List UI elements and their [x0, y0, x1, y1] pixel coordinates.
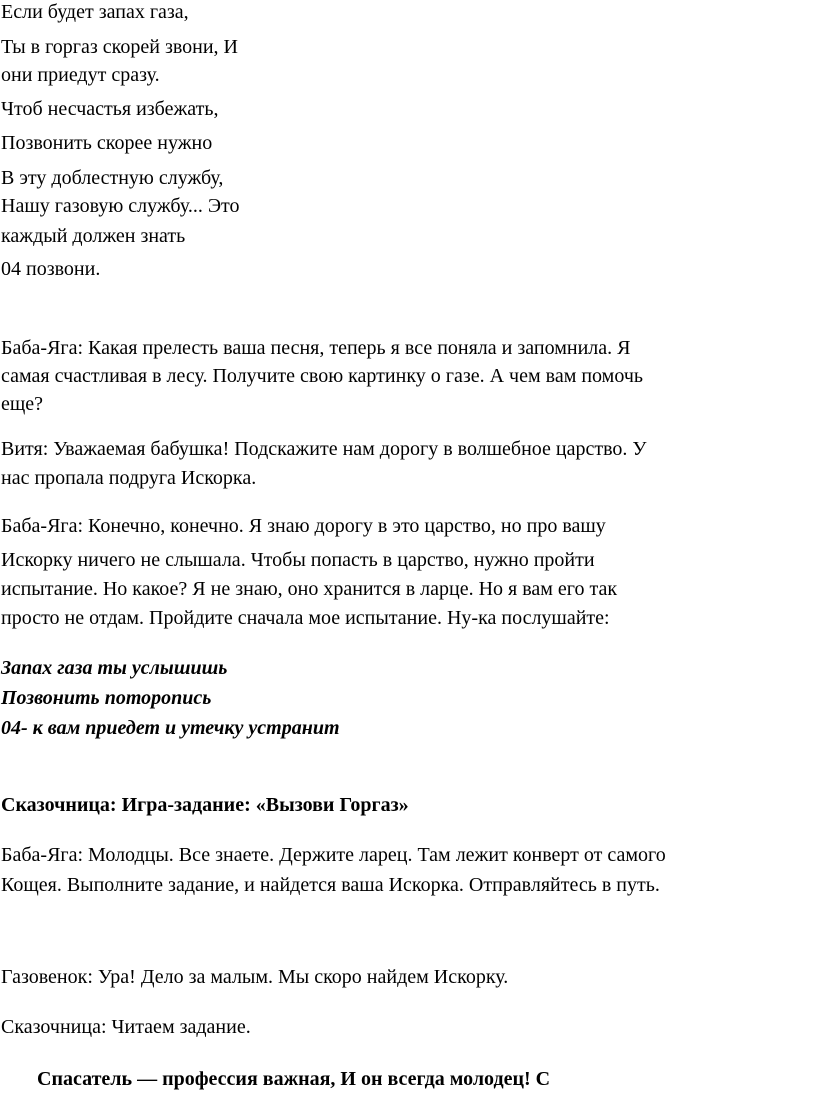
baba-yaga-speech-1-line-1: Баба-Яга: Какая прелесть ваша песня, теперь я все поняла и запомнила. Я	[1, 337, 631, 359]
storyteller-game-heading: Сказочница: Игра-задание: «Вызови Горгаз»	[1, 794, 409, 816]
poem-line-7: Нашу газовую службу... Это	[1, 195, 240, 217]
poem-line-6: В эту доблестную службу,	[1, 167, 224, 189]
gazovenok-speech: Газовенок: Ура! Дело за малым. Мы скоро найдем Искорку.	[1, 966, 509, 988]
baba-yaga-speech-3-line-1: Баба-Яга: Молодцы. Все знаете. Держите ларец. Там лежит конверт от самого	[1, 844, 666, 866]
riddle-line-2: Позвонить поторопись	[1, 687, 212, 709]
vitya-speech-line-2: нас пропала подруга Искорка.	[1, 467, 257, 489]
rescuer-line: Спасатель — профессия важная, И он всегда молодец! С	[37, 1068, 551, 1090]
baba-yaga-speech-2-line-1: Баба-Яга: Конечно, конечно. Я знаю дорогу в это царство, но про вашу	[1, 515, 606, 537]
poem-line-9: 04 позвони.	[1, 258, 101, 280]
baba-yaga-speech-1-line-3: еще?	[1, 393, 44, 415]
poem-line-4: Чтоб несчастья избежать,	[1, 98, 219, 120]
baba-yaga-speech-3-line-2: Кощея. Выполните задание, и найдется ваша Искорка. Отправляйтесь в путь.	[1, 874, 660, 896]
storyteller-task: Сказочница: Читаем задание.	[1, 1016, 251, 1038]
vitya-speech-line-1: Витя: Уважаемая бабушка! Подскажите нам дорогу в волшебное царство. У	[1, 438, 647, 460]
poem-line-8: каждый должен знать	[1, 225, 186, 247]
poem-line-2: Ты в горгаз скорей звони, И	[1, 36, 239, 58]
riddle-line-3: 04- к вам приедет и утечку устранит	[1, 717, 340, 739]
baba-yaga-speech-2-line-4: просто не отдам. Пройдите сначала мое испытание. Ну-ка послушайте:	[1, 607, 610, 629]
baba-yaga-speech-1-line-2: самая счастливая в лесу. Получите свою картинку о газе. А чем вам помочь	[1, 365, 643, 387]
riddle-line-1: Запах газа ты услышишь	[1, 657, 228, 679]
poem-line-5: Позвонить скорее нужно	[1, 132, 213, 154]
baba-yaga-speech-2-line-3: испытание. Но какое? Я не знаю, оно хранится в ларце. Но я вам его так	[1, 578, 618, 600]
baba-yaga-speech-2-line-2: Искорку ничего не слышала. Чтобы попасть в царство, нужно пройти	[1, 549, 595, 571]
poem-line-1: Если будет запах газа,	[1, 1, 189, 23]
poem-line-3: они приедут сразу.	[1, 64, 160, 86]
